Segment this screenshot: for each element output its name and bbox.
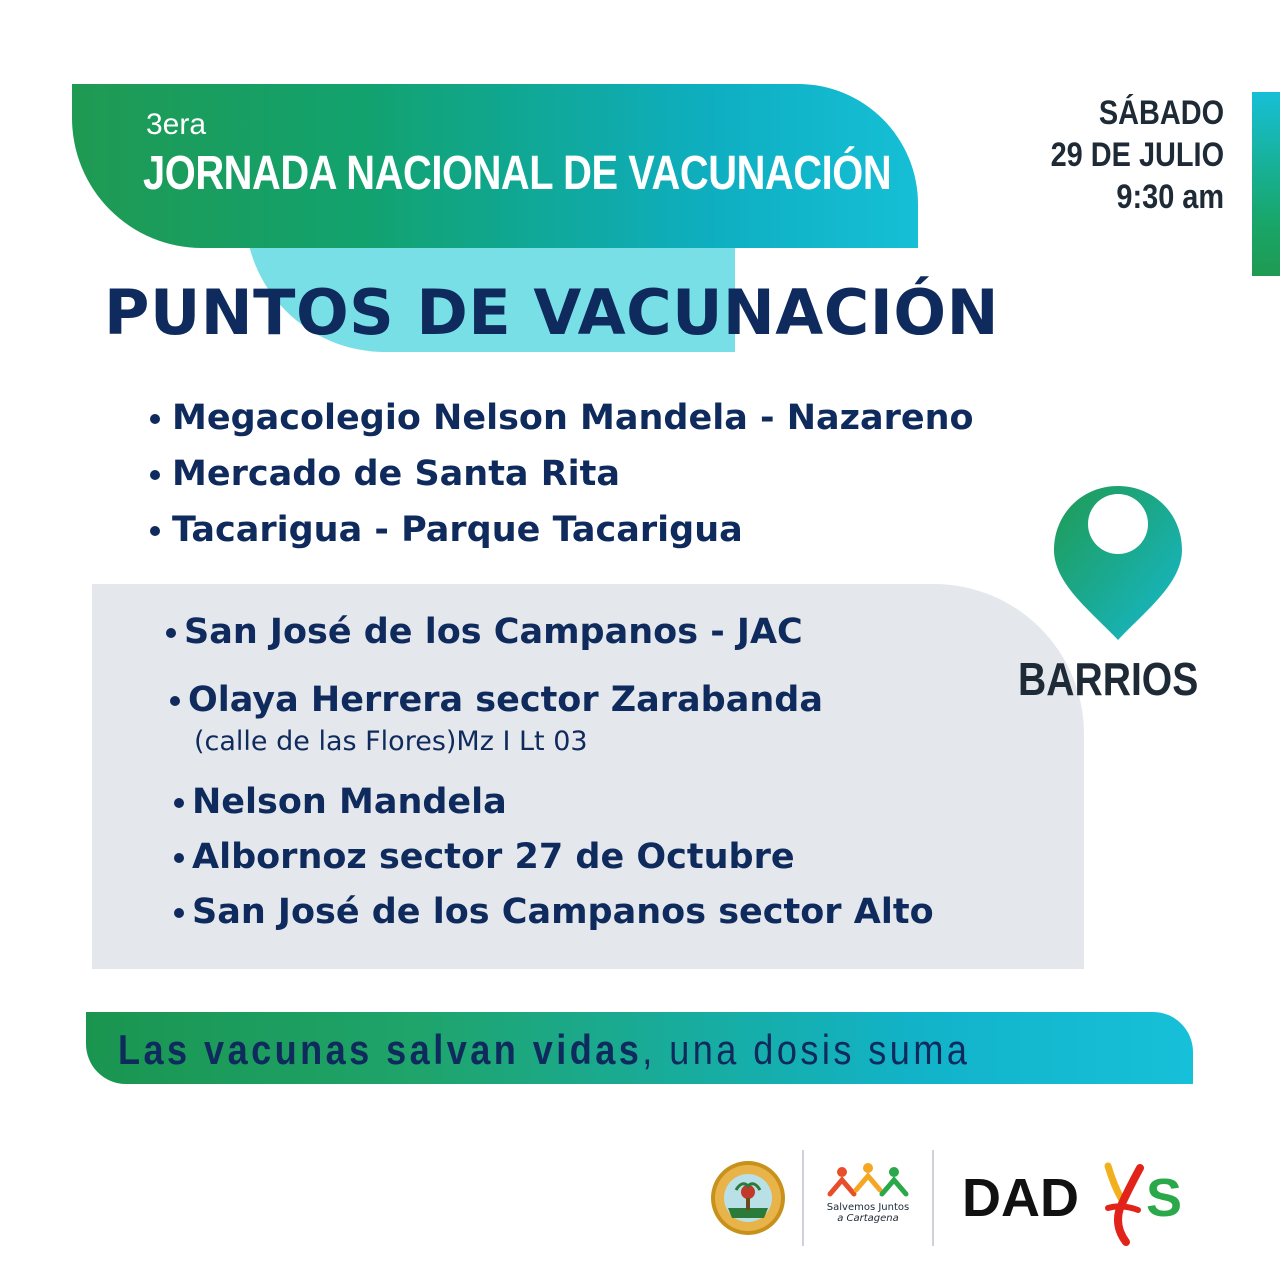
slogan-text [118,1026,970,1074]
salvemos-juntos-text [816,1202,920,1224]
salvemos-line1: Salvemos Juntos [826,1202,910,1213]
bullet-icon [174,798,184,808]
bullet-icon [150,470,160,480]
barrio-name: San José de los Campanos - JAC [184,612,803,652]
page-title: PUNTOS DE VACUNACIÓN [104,276,999,349]
svg-text:DAD: DAD [962,1168,1079,1228]
barrio-name: Nelson Mandela [192,782,507,822]
point-name: Tacarigua - Parque Tacarigua [172,510,743,550]
list-item [174,892,934,947]
event-date: 29 DE JULIO [1050,136,1224,174]
bullet-icon [150,526,160,536]
side-accent-bar [1252,92,1280,276]
salvemos-juntos-logo [818,1160,918,1236]
event-time: 9:30 am [1116,178,1224,216]
point-name: Mercado de Santa Rita [172,454,621,494]
bullet-icon [150,414,160,424]
edition-label: 3era [146,108,207,141]
bullet-icon [174,853,184,863]
barrio-name: San José de los Campanos sector Alto [192,892,934,932]
footer-divider [802,1150,804,1246]
list-item [150,390,974,446]
vaccination-points-list [150,390,974,558]
barrios-list [166,612,934,947]
barrio-name: Olaya Herrera sector Zarabanda [188,680,823,720]
slogan-bold: Las vacunas salvan vidas [118,1026,643,1073]
dadis-logo [962,1160,1194,1250]
event-day: SÁBADO [1098,94,1224,132]
barrio-address: (calle de las Flores)Mz I Lt 03 [194,726,588,757]
svg-text:S: S [1146,1168,1183,1228]
slogan-rest: , una dosis suma [642,1026,971,1073]
point-name: Megacolegio Nelson Mandela - Nazareno [172,398,974,438]
list-item [150,502,974,558]
list-item [170,670,934,782]
event-date-block [1020,92,1224,218]
salvemos-line2: a Cartagena [837,1213,899,1224]
barrios-label: BARRIOS [1018,653,1199,705]
bullet-icon [170,696,180,706]
list-item [166,612,934,670]
cartagena-seal-logo [710,1160,786,1236]
campaign-title: JORNADA NACIONAL DE VACUNACIÓN [143,147,892,200]
location-pin-icon [1052,484,1184,644]
bullet-icon [174,908,184,918]
barrio-name: Albornoz sector 27 de Octubre [192,837,795,877]
footer-divider [932,1150,934,1246]
list-item [174,837,934,892]
bullet-icon [166,628,176,638]
list-item [150,446,974,502]
list-item [174,782,934,837]
